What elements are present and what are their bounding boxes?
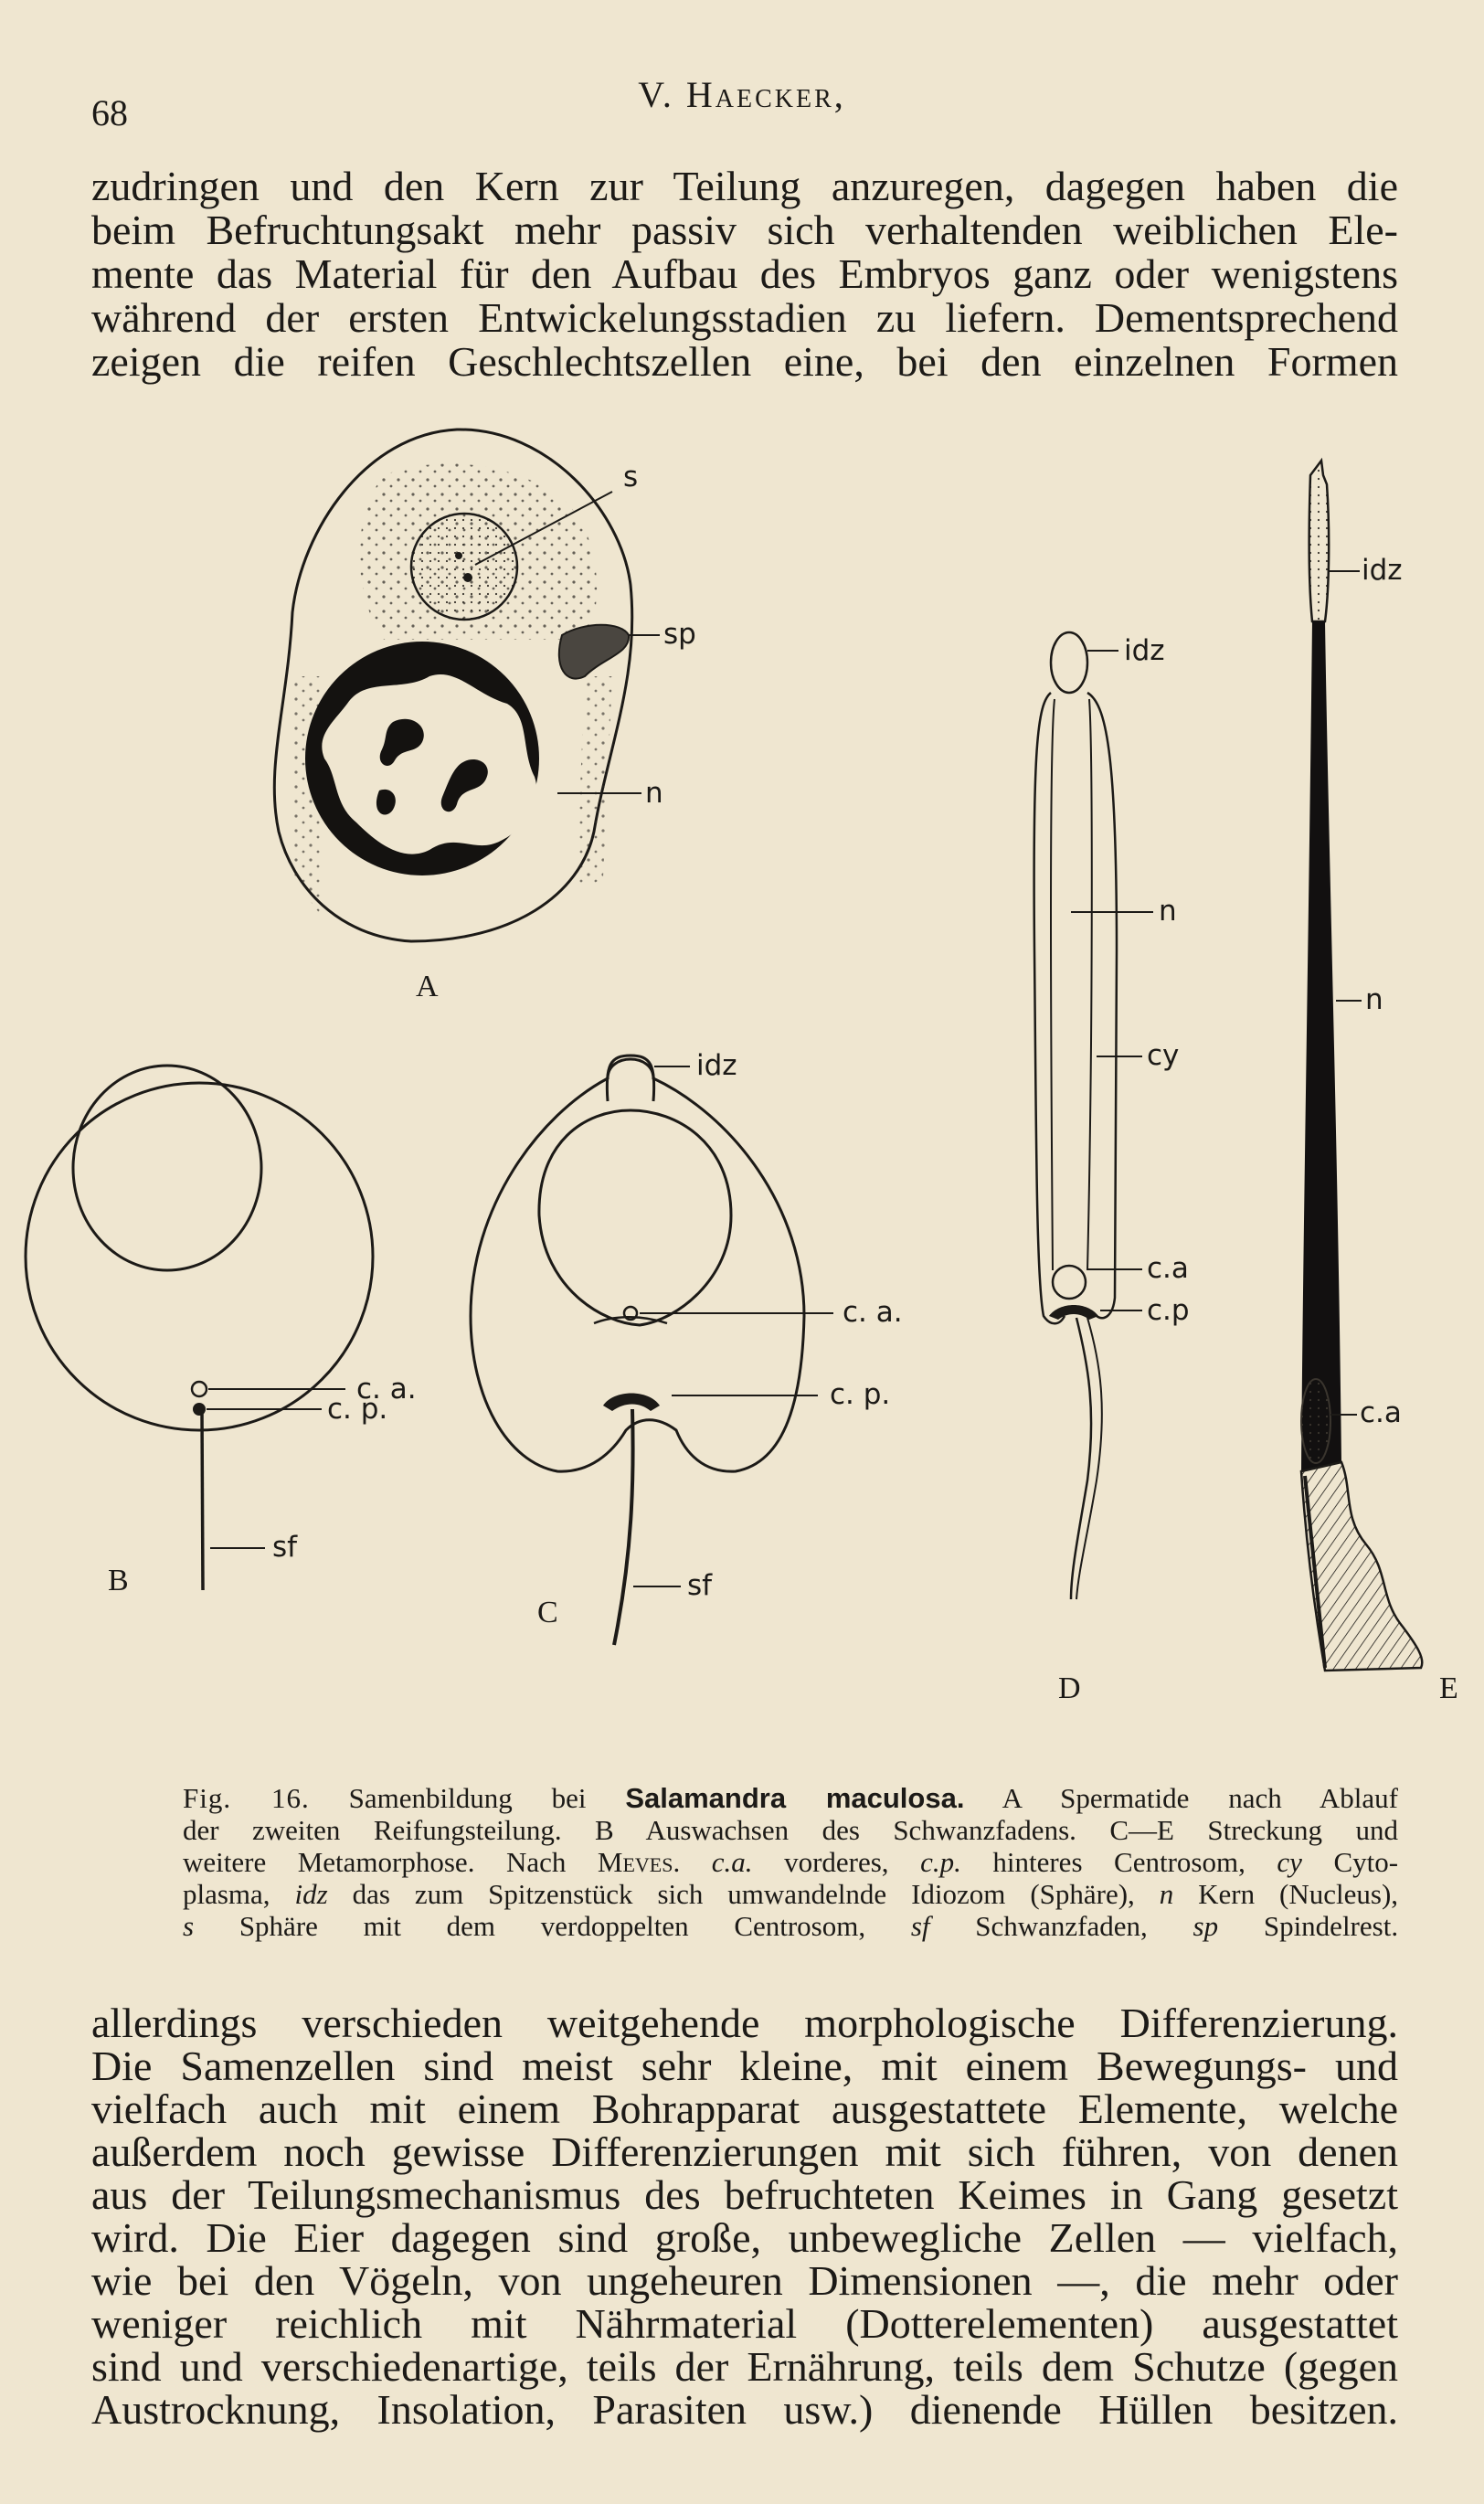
figure-drawing <box>0 402 1484 1736</box>
abbreviation: sp <box>1192 1910 1219 1942</box>
figure-number: Fig. 16. <box>183 1782 310 1814</box>
sphere-s <box>411 514 517 620</box>
text-line: aus der Teilungsmechanismus des befruchteten Keimes in Gang gesetzt <box>91 2171 1398 2218</box>
label-sp: sp <box>663 618 696 651</box>
text-line: zudringen und den Kern zur Teilung anzuregen, dagegen haben die <box>91 163 1398 209</box>
idiozom <box>1051 632 1087 693</box>
paragraph-bottom <box>91 2001 1398 2431</box>
posterior-centrosome <box>1049 1305 1098 1320</box>
caption-text: Schwanzfaden, <box>975 1910 1148 1942</box>
caption-text: plasma, <box>183 1878 270 1910</box>
text-line: Die Samenzellen sind meist sehr kleine, mit einem Bewegungs- und <box>91 2042 1398 2089</box>
caption-line <box>183 1846 1398 1878</box>
anterior-centrosome <box>192 1382 207 1396</box>
text-line: weniger reichlich mit Nährmaterial (Dotterelementen) ausgestattet <box>91 2300 1398 2347</box>
idiozom-cap <box>607 1056 653 1101</box>
text-line: vielfach auch mit einem Bohrapparat ausgestattete Elemente, welche <box>91 2085 1398 2132</box>
undulating-membrane <box>1301 1462 1422 1671</box>
label-idz: idz <box>1124 634 1165 667</box>
caption-text: Cyto- <box>1333 1846 1399 1878</box>
caption-text: Kern (Nucleus), <box>1198 1878 1399 1910</box>
abbreviation: idz <box>294 1878 328 1910</box>
nucleus <box>73 1066 261 1270</box>
label-n: n <box>645 777 663 810</box>
text-line: wie bei den Vögeln, von ungeheuren Dimensionen —, die mehr oder <box>91 2257 1398 2304</box>
panel-letter-a: A <box>416 970 439 1003</box>
caption-text: Spindelrest. <box>1263 1910 1399 1942</box>
text-line: wird. Die Eier dagegen sind große, unbewegliche Zellen — vielfach, <box>91 2214 1398 2261</box>
anterior-centrosome <box>1053 1266 1086 1299</box>
nucleus-body <box>1301 621 1341 1471</box>
caption-line <box>183 1910 1398 1942</box>
tail-filament <box>1071 1318 1091 1599</box>
label-s: s <box>623 461 639 493</box>
spindle-rest-sp <box>559 625 629 679</box>
caption-text: das zum Spitzenstück sich umwandelnde Idiozom (Sphäre), <box>352 1878 1135 1910</box>
panel-letter-b: B <box>108 1564 129 1597</box>
caption-text: vorderes, <box>784 1846 889 1878</box>
caption-text: weitere Metamorphose. Nach <box>183 1846 567 1878</box>
label-n: n <box>1159 895 1177 928</box>
caption-line: der zweiten Reifungsteilung. B Auswachsen des Schwanzfadens. C—E Streckung und <box>183 1814 1398 1846</box>
text-line: sind und verschiedenartige, teils der Ernährung, teils dem Schutze (gegen <box>91 2343 1398 2390</box>
species-name: Salamandra maculosa. <box>625 1782 965 1814</box>
figure-16 <box>0 402 1484 1736</box>
panel-letter-d: D <box>1058 1671 1081 1705</box>
label-cp: c. p. <box>830 1378 891 1411</box>
page-number: 68 <box>91 92 128 133</box>
tip-idiozom <box>1309 461 1329 621</box>
centrosome-dot <box>455 552 462 559</box>
abbreviation: n <box>1159 1878 1174 1910</box>
anterior-centrosome <box>1301 1379 1330 1463</box>
abbreviation: cy <box>1277 1846 1302 1878</box>
label-n: n <box>1365 983 1383 1016</box>
panel-letter-c: C <box>537 1596 558 1629</box>
text-line: Austrocknung, Insolation, Parasiten usw.) dienende Hüllen besitzen. <box>91 2386 1398 2433</box>
nucleus <box>1051 699 1092 1270</box>
caption-line <box>183 1878 1398 1910</box>
text-line: mente das Material für den Aufbau des Embryos ganz oder wenigstens <box>91 250 1398 297</box>
nucleus <box>539 1110 731 1325</box>
author-name: Meves. <box>597 1846 681 1878</box>
cell-outline <box>1034 693 1117 1323</box>
label-cp: c.p <box>1147 1294 1190 1327</box>
caption-line <box>183 1782 1398 1814</box>
abbreviation: c.a. <box>711 1846 753 1878</box>
label-cp: c. p. <box>327 1393 388 1426</box>
caption-text: Sphäre mit dem verdoppelten Centrosom, <box>238 1910 866 1942</box>
posterior-centrosome <box>193 1403 206 1416</box>
label-idz: idz <box>696 1049 737 1082</box>
text-line: während der ersten Entwickelungsstadien zu liefern. Dementsprechend <box>91 294 1398 341</box>
caption-text: Samenbildung bei <box>348 1782 587 1814</box>
tail-filament <box>202 1412 203 1590</box>
label-cy: cy <box>1147 1039 1180 1072</box>
text-line: allerdings verschieden weitgehende morphologische Differenzierung. <box>91 2000 1398 2046</box>
abbreviation: sf <box>910 1910 930 1942</box>
label-sf: sf <box>272 1531 298 1564</box>
panel-a <box>274 430 696 1003</box>
label-ca: c. a. <box>356 1373 417 1406</box>
panel-d <box>1034 632 1190 1705</box>
text-line: zeigen die reifen Geschlechtszellen eine, bei den einzelnen Formen <box>91 338 1398 385</box>
centrosome-dot <box>463 573 472 582</box>
text-line: beim Befruchtungsakt mehr passiv sich verhaltenden weiblichen Ele- <box>91 207 1398 253</box>
text-line: außerdem noch gewisse Differenzierungen mit sich führen, von denen <box>91 2128 1398 2175</box>
figure-caption <box>183 1782 1398 1942</box>
label-idz: idz <box>1362 554 1403 587</box>
paragraph-top <box>91 164 1398 384</box>
abbreviation: c.p. <box>920 1846 961 1878</box>
label-sf: sf <box>687 1569 713 1602</box>
label-ca: c.a <box>1360 1396 1402 1429</box>
panel-c <box>471 1049 903 1645</box>
cell-outline <box>471 1059 804 1471</box>
caption-text: hinteres Centrosom, <box>992 1846 1246 1878</box>
panel-e <box>1301 461 1458 1705</box>
running-head: V. Haecker, <box>638 74 846 115</box>
abbreviation: s <box>183 1910 195 1942</box>
caption-text: A Spermatide nach Ablauf <box>1002 1782 1398 1814</box>
posterior-centrosome <box>603 1394 660 1412</box>
panel-letter-e: E <box>1439 1671 1458 1705</box>
label-ca: c. a. <box>843 1296 903 1329</box>
panel-b <box>26 1066 417 1597</box>
label-ca: c.a <box>1147 1252 1189 1285</box>
